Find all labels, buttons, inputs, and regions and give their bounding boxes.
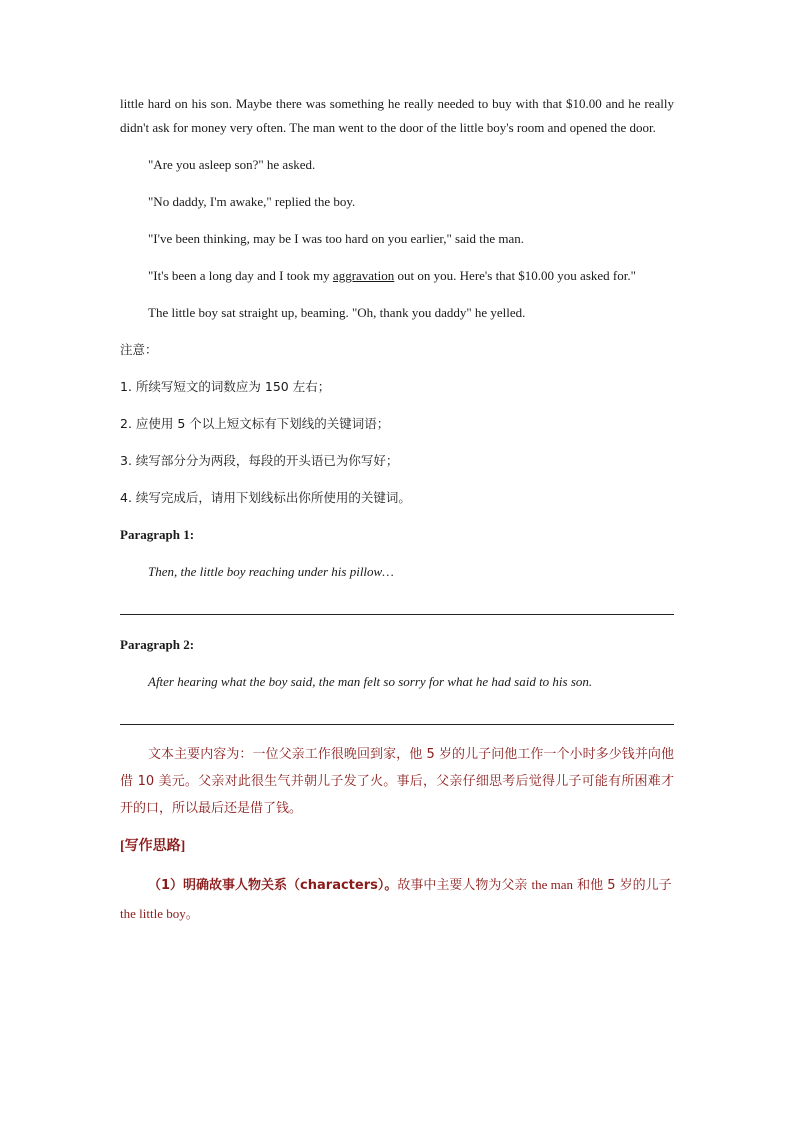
writing-ideas-heading: [写作思路]	[120, 839, 186, 854]
paragraph-1-label: Paragraph 1:	[120, 527, 195, 542]
note-item-4: 4. 续写完成后，请用下划线标出你所使用的关键词。	[120, 490, 411, 505]
paragraph-1-opening: Then, the little boy reaching under his pillow…	[148, 564, 394, 579]
story-paragraph-3: "No daddy, I'm awake," replied the boy.	[148, 194, 356, 209]
story-paragraph-5	[120, 264, 674, 288]
story-paragraph-5-start: "It's been a long day and I took my	[148, 268, 333, 283]
writing-point-1-text-a: 故事中主要人物为父亲	[397, 878, 532, 893]
term-the-man: the man	[531, 877, 574, 892]
paragraph-2-opening: After hearing what the boy said, the man felt so sorry for what he had said to his son.	[148, 674, 593, 689]
writing-point-1-text-b: 和他 5 岁的儿子	[573, 878, 672, 893]
paragraph-1-answer-line	[120, 614, 674, 615]
paragraph-2-answer-line	[120, 724, 674, 725]
writing-point-1	[120, 871, 674, 929]
notes-title: 注意：	[120, 342, 158, 357]
writing-point-1-text-c: 。	[185, 907, 199, 922]
summary-text: 文本主要内容为：一位父亲工作很晚回到家，他 5 岁的儿子问他工作一个小时多少钱并向他借 10 美元。父亲对此很生气并朝儿子发了火。事后，父亲仔细思考后觉得儿子可能有所困难才开的口，所以最后还是借了钱。	[120, 747, 674, 816]
note-item-1: 1. 所续写短文的词数应为 150 左右；	[120, 379, 331, 394]
story-paragraph-5-end: out on you. Here's that $10.00 you asked for."	[394, 268, 636, 283]
story-paragraph-4: "I've been thinking, may be I was too hard on you earlier," said the man.	[148, 231, 524, 246]
keyword-aggravation: aggravation	[332, 268, 395, 283]
paragraph-2-label: Paragraph 2:	[120, 637, 195, 652]
note-item-2: 2. 应使用 5 个以上短文标有下划线的关键词语；	[120, 416, 390, 431]
story-paragraph-2: "Are you asleep son?" he asked.	[148, 157, 316, 172]
note-item-3: 3. 续写部分分为两段，每段的开头语已为你写好；	[120, 453, 399, 468]
story-paragraph-6: The little boy sat straight up, beaming. "Oh, thank you daddy" he yelled.	[148, 305, 526, 320]
story-paragraph-1: little hard on his son. Maybe there was something he really needed to buy with that $10.00 and he really didn't ask for money very often. The man went to the door of the little boy's room and opened the door.	[120, 96, 674, 135]
term-the-little-boy: the little boy	[120, 906, 186, 921]
writing-point-1-title: （1）明确故事人物关系（characters）。	[148, 878, 398, 893]
document-page	[120, 92, 674, 929]
